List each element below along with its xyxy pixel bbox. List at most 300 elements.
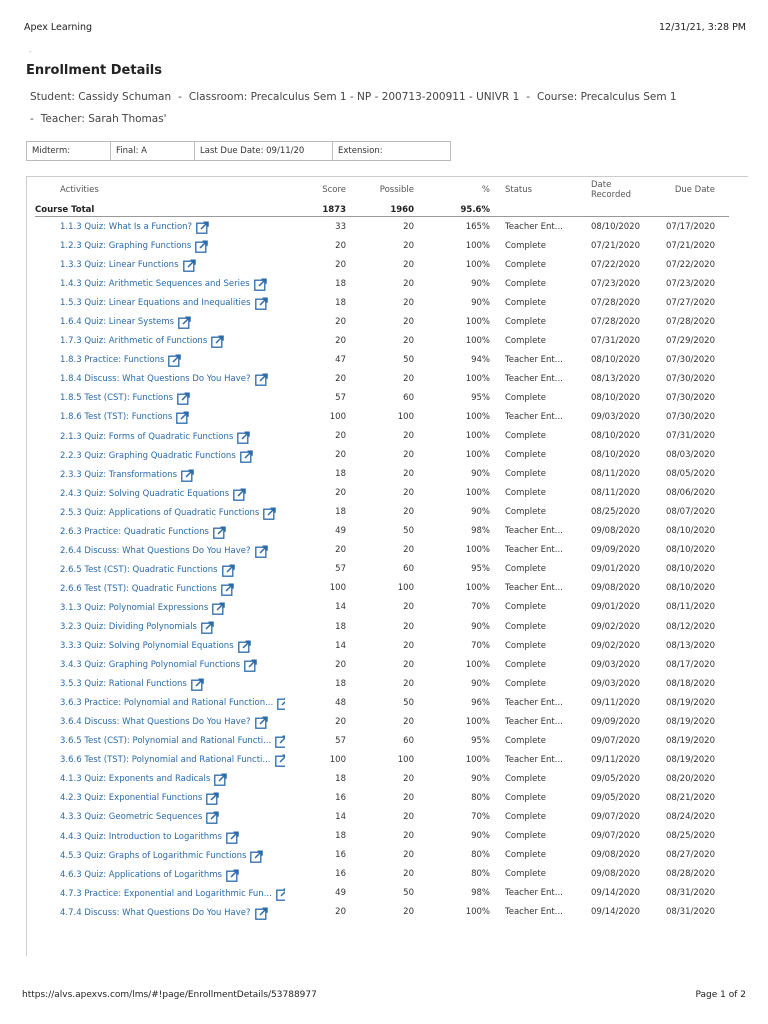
date-recorded-cell: 08/11/2020 [591, 488, 640, 499]
activity-cell [35, 350, 285, 369]
percent-cell: 80% [471, 850, 490, 861]
activity-link[interactable]: 2.4.3 Quiz: Solving Quadratic Equations [60, 488, 230, 499]
activity-link[interactable]: 2.3.3 Quiz: Transformations [60, 469, 177, 480]
due-date-cell: 07/30/2020 [666, 373, 715, 384]
date-recorded-cell: 09/07/2020 [591, 811, 640, 822]
status-cell: Complete [505, 659, 546, 670]
date-recorded-cell: 09/01/2020 [591, 564, 640, 575]
date-recorded-cell: 09/03/2020 [591, 659, 640, 670]
percent-cell: 98% [471, 888, 490, 899]
activity-cell [35, 465, 285, 484]
activity-link[interactable]: 1.6.4 Quiz: Linear Systems [60, 317, 175, 328]
due-date-cell: 08/25/2020 [666, 831, 715, 842]
external-link-icon[interactable] [275, 754, 285, 767]
activity-cell [35, 788, 285, 807]
classroom-name: Classroom: Precalculus Sem 1 - NP - 200713-200911 - UNIVR 1 [188, 91, 520, 103]
status-cell: Complete [505, 869, 546, 880]
activity-link[interactable]: 3.2.3 Quiz: Dividing Polynomials [60, 622, 197, 632]
activity-link[interactable]: 1.3.3 Quiz: Linear Functions [60, 260, 179, 271]
external-link-icon[interactable] [276, 888, 285, 901]
score-cell: 57 [335, 392, 346, 403]
possible-cell: 20 [403, 469, 414, 480]
percent-cell: 100% [465, 431, 490, 442]
table-row [35, 350, 729, 369]
activity-link[interactable]: 2.6.6 Test (TST): Quadratic Functions [60, 583, 217, 594]
possible-cell: 20 [403, 659, 414, 670]
external-link-icon[interactable] [191, 678, 204, 691]
date-recorded-cell: 09/08/2020 [591, 850, 640, 861]
percent-cell: 100% [465, 240, 490, 251]
due-date-cell: 08/03/2020 [666, 450, 715, 461]
activity-link[interactable]: 3.6.3 Practice: Polynomial and Rational Function... [60, 698, 274, 709]
activity-cell [35, 655, 285, 674]
table-row [35, 560, 729, 579]
status-cell: Teacher Ent... [505, 697, 563, 708]
score-cell: 57 [335, 564, 346, 575]
possible-cell: 60 [403, 564, 414, 575]
activity-link[interactable]: 4.1.3 Quiz: Exponents and Radicals [60, 774, 211, 785]
score-cell: 18 [335, 469, 346, 480]
status-cell: Teacher Ent... [505, 545, 563, 556]
table-row [35, 731, 729, 750]
date-recorded-cell: 08/13/2020 [591, 373, 640, 384]
possible-cell: 20 [403, 488, 414, 499]
activity-cell [35, 636, 285, 655]
column-header-score[interactable]: Score [322, 185, 346, 195]
due-date-cell: 07/31/2020 [666, 431, 715, 442]
status-cell: Complete [505, 811, 546, 822]
external-link-icon[interactable] [238, 640, 251, 653]
possible-cell: 20 [403, 850, 414, 861]
external-link-icon[interactable] [221, 583, 234, 596]
possible-cell: 60 [403, 392, 414, 403]
percent-cell: 70% [471, 640, 490, 651]
date-recorded-cell: 09/14/2020 [591, 888, 640, 899]
activity-link[interactable]: 4.5.3 Quiz: Graphs of Logarithmic Functions [60, 850, 247, 861]
date-recorded-cell: 09/11/2020 [591, 697, 640, 708]
possible-cell: 20 [403, 792, 414, 803]
table-row [35, 255, 729, 274]
possible-cell: 50 [403, 354, 414, 365]
possible-cell: 20 [403, 335, 414, 346]
external-link-icon[interactable] [255, 716, 268, 729]
score-cell: 18 [335, 773, 346, 784]
percent-cell: 90% [471, 278, 490, 289]
status-cell: Complete [505, 831, 546, 842]
percent-cell: 100% [465, 583, 490, 594]
table-row [35, 903, 729, 922]
date-recorded-cell: 09/03/2020 [591, 411, 640, 422]
status-cell: Complete [505, 278, 546, 289]
external-link-icon[interactable] [213, 526, 226, 539]
percent-cell: 96% [471, 697, 490, 708]
possible-cell: 20 [403, 259, 414, 270]
external-link-icon[interactable] [226, 869, 239, 882]
score-cell: 16 [335, 869, 346, 880]
date-recorded-cell: 08/10/2020 [591, 221, 640, 232]
column-header-due-date[interactable]: Due Date [674, 185, 715, 195]
activity-cell [35, 674, 285, 693]
score-cell: 100 [329, 754, 346, 765]
external-link-icon[interactable] [195, 240, 208, 253]
score-cell: 49 [335, 888, 346, 899]
score-cell: 20 [335, 659, 346, 670]
activity-cell [35, 731, 285, 750]
external-link-icon[interactable] [263, 507, 276, 520]
status-cell: Complete [505, 678, 546, 689]
activity-cell [35, 560, 285, 579]
status-cell: Teacher Ent... [505, 526, 563, 537]
due-date-cell: 08/12/2020 [666, 621, 715, 632]
percent-cell: 100% [465, 545, 490, 556]
status-cell: Teacher Ent... [505, 754, 563, 765]
external-link-icon[interactable] [240, 450, 253, 463]
external-link-icon[interactable] [211, 335, 224, 348]
external-link-icon[interactable] [250, 850, 263, 863]
score-cell: 18 [335, 278, 346, 289]
due-date-cell: 07/17/2020 [666, 221, 715, 232]
due-date-cell: 08/24/2020 [666, 811, 715, 822]
date-recorded-cell: 09/11/2020 [591, 754, 640, 765]
percent-cell: 90% [471, 678, 490, 689]
activity-link[interactable]: 2.2.3 Quiz: Graphing Quadratic Functions [60, 450, 236, 461]
score-cell: 47 [335, 354, 346, 365]
score-cell: 18 [335, 621, 346, 632]
score-cell: 20 [335, 240, 346, 251]
external-link-icon[interactable] [177, 392, 190, 405]
separator: - [30, 113, 34, 125]
activity-link[interactable]: 4.7.3 Practice: Exponential and Logarithmic Fun... [60, 888, 272, 899]
table-row [35, 788, 729, 807]
date-recorded-cell: 08/25/2020 [591, 507, 640, 518]
table-row [35, 674, 729, 693]
table-row [35, 388, 729, 407]
activities-table [35, 177, 729, 922]
score-cell: 18 [335, 507, 346, 518]
possible-cell: 20 [403, 297, 414, 308]
percent-cell: 100% [465, 335, 490, 346]
due-date-cell: 08/17/2020 [666, 659, 715, 670]
activity-link[interactable]: 1.8.5 Test (CST): Functions [60, 393, 174, 404]
status-cell: Complete [505, 488, 546, 499]
external-link-icon[interactable] [255, 373, 268, 386]
activity-cell [35, 274, 285, 293]
percent-cell: 70% [471, 811, 490, 822]
possible-cell: 20 [403, 716, 414, 727]
external-link-icon[interactable] [168, 354, 181, 367]
activity-link[interactable]: 2.6.4 Discuss: What Questions Do You Have? [60, 545, 251, 556]
course-total-row [35, 203, 729, 217]
activity-link[interactable]: 4.2.3 Quiz: Exponential Functions [60, 793, 203, 804]
column-header-percent[interactable]: % [481, 185, 490, 195]
due-date-cell: 07/27/2020 [666, 297, 715, 308]
score-cell: 20 [335, 373, 346, 384]
column-header-possible[interactable]: Possible [379, 185, 414, 195]
due-date-cell: 08/10/2020 [666, 545, 715, 556]
percent-cell: 98% [471, 526, 490, 537]
score-cell: 18 [335, 297, 346, 308]
activity-link[interactable]: 3.6.4 Discuss: What Questions Do You Have? [60, 717, 251, 728]
table-row [35, 217, 729, 237]
possible-cell: 100 [397, 583, 414, 594]
student-name: Student: Cassidy Schuman [30, 91, 172, 103]
due-date-cell: 08/19/2020 [666, 754, 715, 765]
score-cell: 16 [335, 850, 346, 861]
possible-cell: 20 [403, 678, 414, 689]
status-cell: Complete [505, 240, 546, 251]
score-cell: 14 [335, 811, 346, 822]
score-cell: 20 [335, 488, 346, 499]
due-date-cell: 08/06/2020 [666, 488, 715, 499]
possible-cell: 20 [403, 450, 414, 461]
activity-cell [35, 503, 285, 522]
status-cell: Teacher Ent... [505, 221, 563, 232]
percent-cell: 90% [471, 831, 490, 842]
external-link-icon[interactable] [183, 259, 196, 272]
separator: - [178, 91, 182, 103]
activity-link[interactable]: 3.6.5 Test (CST): Polynomial and Rational Functi... [60, 736, 272, 747]
due-date-cell: 07/22/2020 [666, 259, 715, 270]
percent-cell: 95% [471, 392, 490, 403]
score-cell: 100 [329, 411, 346, 422]
course-total-label: Course Total [35, 204, 95, 215]
teacher-name: Teacher: Sarah Thomas' [40, 113, 167, 125]
activity-link[interactable]: 2.6.3 Practice: Quadratic Functions [60, 526, 209, 537]
possible-cell: 20 [403, 640, 414, 651]
possible-cell: 50 [403, 888, 414, 899]
external-link-icon[interactable] [277, 697, 285, 710]
print-footer [22, 990, 746, 1002]
activity-link[interactable]: 1.5.3 Quiz: Linear Equations and Inequalities [60, 298, 251, 309]
date-recorded-cell: 09/08/2020 [591, 869, 640, 880]
course-name: Course: Precalculus Sem 1 [537, 91, 677, 103]
external-link-icon[interactable] [212, 602, 225, 615]
status-cell: Complete [505, 469, 546, 480]
table-row [35, 484, 729, 503]
table-row [35, 846, 729, 865]
table-row [35, 807, 729, 826]
column-header-date-recorded[interactable] [573, 177, 645, 203]
possible-cell: 20 [403, 278, 414, 289]
due-date-cell: 07/21/2020 [666, 240, 715, 251]
score-cell: 100 [329, 583, 346, 594]
print-header [24, 22, 746, 36]
percent-cell: 100% [465, 450, 490, 461]
column-header-activities[interactable]: Activities [60, 185, 99, 195]
activity-link[interactable]: 3.4.3 Quiz: Graphing Polynomial Functions [60, 660, 241, 671]
score-cell: 33 [335, 221, 346, 232]
status-cell: Complete [505, 335, 546, 346]
possible-cell: 60 [403, 735, 414, 746]
table-row [35, 617, 729, 636]
column-header-status[interactable]: Status [505, 185, 533, 195]
date-recorded-cell: 08/11/2020 [591, 469, 640, 480]
due-date-cell: 08/10/2020 [666, 583, 715, 594]
external-link-icon[interactable] [254, 278, 267, 291]
due-date-cell: 07/28/2020 [666, 316, 715, 327]
date-recorded-cell: 09/02/2020 [591, 621, 640, 632]
activity-link[interactable]: 1.7.3 Quiz: Arithmetic of Functions [60, 336, 208, 347]
final-grade: Final: A [111, 142, 195, 160]
possible-cell: 20 [403, 221, 414, 232]
external-link-icon[interactable] [255, 297, 268, 310]
table-row [35, 465, 729, 484]
activity-link[interactable]: 4.6.3 Quiz: Applications of Logarithms [60, 869, 222, 880]
activity-link[interactable]: 1.8.6 Test (TST): Functions [60, 412, 173, 423]
possible-cell: 20 [403, 831, 414, 842]
percent-cell: 100% [465, 316, 490, 327]
possible-cell: 20 [403, 240, 414, 251]
status-cell: Complete [505, 792, 546, 803]
due-date-cell: 08/19/2020 [666, 716, 715, 727]
possible-cell: 20 [403, 373, 414, 384]
activity-link[interactable]: 1.8.3 Practice: Functions [60, 355, 165, 366]
activity-link[interactable]: 3.6.6 Test (TST): Polynomial and Rational Functi... [60, 755, 271, 766]
page-title: Enrollment Details [26, 63, 162, 78]
activity-link[interactable]: 3.1.3 Quiz: Polynomial Expressions [60, 602, 209, 613]
print-site-name: Apex Learning [24, 22, 93, 33]
date-recorded-cell: 09/08/2020 [591, 526, 640, 537]
date-recorded-cell: 08/10/2020 [591, 392, 640, 403]
activity-cell [35, 312, 285, 331]
due-date-cell: 07/30/2020 [666, 354, 715, 365]
external-link-icon[interactable] [275, 735, 285, 748]
external-link-icon[interactable] [206, 792, 219, 805]
external-link-icon[interactable] [233, 488, 246, 501]
date-recorded-cell: 07/22/2020 [591, 259, 640, 270]
external-link-icon[interactable] [255, 907, 268, 920]
table-row [35, 236, 729, 255]
due-date-cell: 08/20/2020 [666, 773, 715, 784]
percent-cell: 165% [465, 221, 490, 232]
activity-link[interactable]: 1.2.3 Quiz: Graphing Functions [60, 241, 192, 252]
print-url: https://alvs.apexvs.com/lms/#!page/EnrollmentDetails/53788977 [22, 990, 317, 1000]
activity-link[interactable]: 1.4.3 Quiz: Arithmetic Sequences and Series [60, 279, 250, 290]
date-recorded-cell: 08/10/2020 [591, 450, 640, 461]
possible-cell: 20 [403, 316, 414, 327]
status-cell: Complete [505, 316, 546, 327]
external-link-icon[interactable] [214, 773, 227, 786]
external-link-icon[interactable] [196, 221, 209, 234]
activity-link[interactable]: 4.4.3 Quiz: Introduction to Logarithms [60, 831, 222, 842]
table-row [35, 407, 729, 426]
activity-cell [35, 255, 285, 274]
separator: - [526, 91, 531, 103]
table-row [35, 769, 729, 788]
due-date-cell: 08/10/2020 [666, 564, 715, 575]
activity-cell [35, 693, 285, 712]
activity-cell [35, 541, 285, 560]
date-recorded-cell: 07/21/2020 [591, 240, 640, 251]
teacher-info-line [30, 113, 167, 125]
table-row [35, 712, 729, 731]
score-cell: 20 [335, 450, 346, 461]
external-link-icon[interactable] [176, 411, 189, 424]
possible-cell: 100 [397, 411, 414, 422]
activity-cell [35, 388, 285, 407]
activity-cell [35, 903, 285, 922]
score-cell: 20 [335, 907, 346, 918]
activities-table-container [26, 176, 748, 956]
percent-cell: 100% [465, 716, 490, 727]
date-recorded-cell: 09/08/2020 [591, 583, 640, 594]
date-recorded-cell: 09/09/2020 [591, 545, 640, 556]
percent-cell: 100% [465, 411, 490, 422]
percent-cell: 100% [465, 488, 490, 499]
small-dash-mark: - [29, 48, 32, 56]
date-recorded-cell: 09/03/2020 [591, 678, 640, 689]
table-row [35, 865, 729, 884]
status-cell: Teacher Ent... [505, 888, 563, 899]
activity-link[interactable]: 3.5.3 Quiz: Rational Functions [60, 679, 187, 690]
activity-link[interactable]: 4.7.4 Discuss: What Questions Do You Have? [60, 907, 251, 918]
activity-link[interactable]: 2.6.5 Test (CST): Quadratic Functions [60, 564, 218, 575]
activity-link[interactable]: 1.8.4 Discuss: What Questions Do You Have? [60, 374, 251, 385]
date-recorded-cell: 09/05/2020 [591, 773, 640, 784]
status-cell: Complete [505, 773, 546, 784]
possible-cell: 20 [403, 602, 414, 613]
external-link-icon[interactable] [226, 831, 239, 844]
due-date-cell: 08/28/2020 [666, 869, 715, 880]
activity-link[interactable]: 1.1.3 Quiz: What Is a Function? [60, 222, 193, 233]
external-link-icon[interactable] [201, 621, 214, 634]
due-date-cell: 08/07/2020 [666, 507, 715, 518]
course-total-possible: 1960 [390, 204, 414, 215]
score-cell: 20 [335, 716, 346, 727]
activity-cell [35, 750, 285, 769]
activity-link[interactable]: 4.3.3 Quiz: Geometric Sequences [60, 812, 203, 823]
external-link-icon[interactable] [255, 545, 268, 558]
external-link-icon[interactable] [206, 811, 219, 824]
external-link-icon[interactable] [244, 659, 257, 672]
status-cell: Complete [505, 259, 546, 270]
date-recorded-cell: 08/10/2020 [591, 354, 640, 365]
activity-cell [35, 884, 285, 903]
external-link-icon[interactable] [222, 564, 235, 577]
due-date-cell: 08/31/2020 [666, 888, 715, 899]
midterm-grade: Midterm: [27, 142, 111, 160]
extension: Extension: [338, 146, 383, 156]
activity-link[interactable]: 2.1.3 Quiz: Forms of Quadratic Functions [60, 431, 234, 442]
possible-cell: 20 [403, 621, 414, 632]
date-recorded-cell: 09/07/2020 [591, 735, 640, 746]
date-recorded-cell: 09/07/2020 [591, 831, 640, 842]
due-date-cell: 07/30/2020 [666, 411, 715, 422]
possible-cell: 20 [403, 545, 414, 556]
external-link-icon[interactable] [181, 469, 194, 482]
possible-cell: 20 [403, 907, 414, 918]
activity-cell [35, 617, 285, 636]
grade-summary-box [26, 141, 451, 161]
possible-cell: 50 [403, 526, 414, 537]
date-recorded-cell: 07/31/2020 [591, 335, 640, 346]
external-link-icon[interactable] [178, 316, 191, 329]
status-cell: Teacher Ent... [505, 907, 563, 918]
print-datetime: 12/31/21, 3:28 PM [659, 22, 746, 33]
table-row [35, 427, 729, 446]
due-date-cell: 07/30/2020 [666, 392, 715, 403]
status-cell: Complete [505, 621, 546, 632]
status-cell: Teacher Ent... [505, 373, 563, 384]
table-row [35, 541, 729, 560]
percent-cell: 90% [471, 507, 490, 518]
external-link-icon[interactable] [237, 431, 250, 444]
activity-link[interactable]: 3.3.3 Quiz: Solving Polynomial Equations [60, 641, 234, 652]
table-row [35, 579, 729, 598]
possible-cell: 20 [403, 773, 414, 784]
course-total-score: 1873 [322, 204, 346, 215]
activity-link[interactable]: 2.5.3 Quiz: Applications of Quadratic Functions [60, 507, 260, 518]
